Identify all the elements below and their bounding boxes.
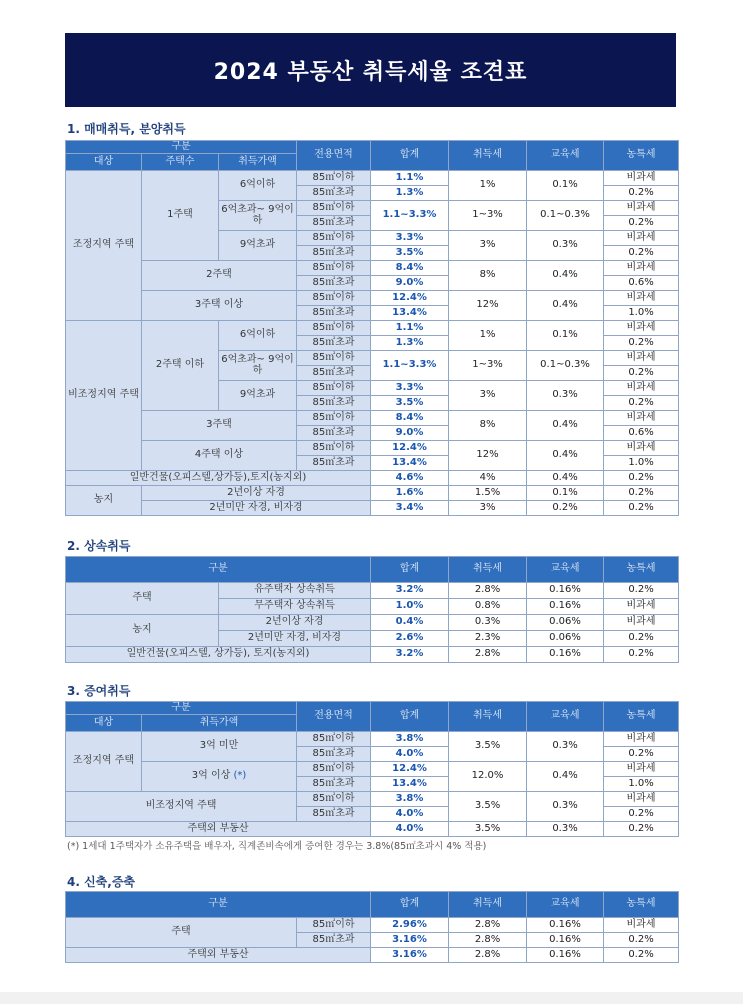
area-label: 85㎡초과 — [297, 216, 371, 231]
header-house-count: 주택수 — [142, 154, 219, 171]
rural-rate: 0.2% — [604, 933, 679, 948]
page-title: 2024 부동산 취득세율 조견표 — [65, 33, 676, 107]
new-build-table — [65, 891, 679, 963]
total-rate: 2.96% — [371, 918, 449, 933]
total-rate: 0.4% — [371, 615, 449, 631]
rural-rate: 0.2% — [604, 583, 679, 599]
header-price: 취득가액 — [142, 715, 297, 732]
rural-rate: 0.2% — [604, 747, 679, 762]
header-gubun: 구분 — [66, 702, 297, 715]
edu-rate: 0.3% — [527, 822, 604, 837]
area-label: 85㎡이하 — [297, 351, 371, 366]
rural-rate: 비과세 — [604, 441, 679, 456]
price-under-3: 3억 미만 — [142, 732, 297, 762]
header-area: 전용면적 — [297, 141, 371, 171]
header-education-tax: 교육세 — [527, 141, 604, 171]
acq-rate: 3.5% — [449, 822, 527, 837]
area-label: 85㎡초과 — [297, 777, 371, 792]
house-4-plus: 4주택 이상 — [142, 441, 297, 471]
rural-rate: 1.0% — [604, 777, 679, 792]
header-rural-tax: 농특세 — [604, 141, 679, 171]
area-label: 85㎡초과 — [297, 747, 371, 762]
header-acquisition-tax: 취득세 — [449, 141, 527, 171]
acq-rate: 1~3% — [449, 351, 527, 381]
rural-rate: 0.2% — [604, 807, 679, 822]
edu-rate: 0.4% — [527, 471, 604, 486]
section-1-title: 1. 매매취득, 분양취득 — [67, 122, 186, 136]
price-9: 9억초과 — [219, 381, 297, 411]
house-3: 3주택 — [142, 411, 297, 441]
header-rural-tax: 농특세 — [604, 557, 679, 583]
sub-label: 무주택자 상속취득 — [219, 599, 371, 615]
rural-rate: 0.2% — [604, 647, 679, 663]
total-rate: 12.4% — [371, 291, 449, 306]
acq-rate: 12.0% — [449, 762, 527, 792]
target-regulated: 조정지역 주택 — [66, 732, 142, 792]
rural-rate: 비과세 — [604, 411, 679, 426]
acq-rate: 12% — [449, 291, 527, 321]
edu-rate: 0.16% — [527, 918, 604, 933]
acq-rate: 3.5% — [449, 732, 527, 762]
price-over-3-label: 3억 이상 — [191, 770, 234, 782]
acq-rate: 1% — [449, 321, 527, 351]
area-label: 85㎡이하 — [297, 261, 371, 276]
edu-rate: 0.4% — [527, 291, 604, 321]
rural-rate: 비과세 — [604, 201, 679, 216]
total-rate: 4.6% — [371, 471, 449, 486]
rural-rate: 0.2% — [604, 366, 679, 381]
total-rate: 4.0% — [371, 822, 449, 837]
total-rate: 3.16% — [371, 933, 449, 948]
edu-rate: 0.06% — [527, 615, 604, 631]
header-education-tax: 교육세 — [527, 892, 604, 918]
edu-rate: 0.1% — [527, 486, 604, 501]
rural-rate: 비과세 — [604, 615, 679, 631]
acq-rate: 3.5% — [449, 792, 527, 822]
edu-rate: 0.16% — [527, 948, 604, 963]
rural-rate: 0.2% — [604, 822, 679, 837]
rural-rate: 0.2% — [604, 471, 679, 486]
edu-rate: 0.06% — [527, 631, 604, 647]
general-building: 일반건물(오피스텔, 상가등), 토지(농지외) — [66, 647, 371, 663]
rural-rate: 비과세 — [604, 261, 679, 276]
total-rate: 3.16% — [371, 948, 449, 963]
rural-rate: 비과세 — [604, 231, 679, 246]
rural-rate: 1.0% — [604, 456, 679, 471]
acq-rate: 2.8% — [449, 647, 527, 663]
acq-rate: 4% — [449, 471, 527, 486]
edu-rate: 0.16% — [527, 599, 604, 615]
acq-rate: 3% — [449, 231, 527, 261]
non-house-property: 주택외 부동산 — [66, 948, 371, 963]
acq-rate: 1% — [449, 171, 527, 201]
acq-rate: 3% — [449, 381, 527, 411]
target-nonregulated: 비조정지역 주택 — [66, 792, 297, 822]
edu-rate: 0.1% — [527, 171, 604, 201]
total-rate: 1.6% — [371, 486, 449, 501]
total-rate: 3.3% — [371, 381, 449, 396]
edu-rate: 0.3% — [527, 381, 604, 411]
bottom-bar — [0, 992, 743, 1004]
total-rate: 1.1~3.3% — [371, 201, 449, 231]
total-rate: 13.4% — [371, 777, 449, 792]
rural-rate: 0.2% — [604, 486, 679, 501]
total-rate: 1.3% — [371, 336, 449, 351]
edu-rate: 0.16% — [527, 583, 604, 599]
rural-rate: 0.2% — [604, 501, 679, 516]
total-rate: 3.5% — [371, 396, 449, 411]
price-9: 9억초과 — [219, 231, 297, 261]
rural-rate: 0.2% — [604, 246, 679, 261]
area-label: 85㎡이하 — [297, 732, 371, 747]
header-acquisition-tax: 취득세 — [449, 557, 527, 583]
acq-rate: 0.8% — [449, 599, 527, 615]
header-acquisition-tax: 취득세 — [449, 702, 527, 732]
acq-rate: 2.8% — [449, 933, 527, 948]
purchase-table — [65, 140, 679, 516]
edu-rate: 0.16% — [527, 647, 604, 663]
total-rate: 13.4% — [371, 456, 449, 471]
header-target: 대상 — [66, 154, 142, 171]
non-house-property: 주택외 부동산 — [66, 822, 371, 837]
area-label: 85㎡초과 — [297, 456, 371, 471]
total-rate: 13.4% — [371, 306, 449, 321]
area-label: 85㎡이하 — [297, 411, 371, 426]
area-label: 85㎡이하 — [297, 381, 371, 396]
edu-rate: 0.3% — [527, 792, 604, 822]
acq-rate: 2.3% — [449, 631, 527, 647]
target-regulated: 조정지역 주택 — [66, 171, 142, 321]
acq-rate: 8% — [449, 261, 527, 291]
header-acquisition-tax: 취득세 — [449, 892, 527, 918]
total-rate: 1.3% — [371, 186, 449, 201]
area-label: 85㎡초과 — [297, 336, 371, 351]
total-rate: 1.0% — [371, 599, 449, 615]
gift-footnote: (*) 1세대 1주택자가 소유주택을 배우자, 직계존비속에게 증여한 경우는 3.8%(85㎡초과시 4% 적용) — [67, 841, 487, 852]
area-label: 85㎡이하 — [297, 792, 371, 807]
farm-under-2y: 2년미만 자경, 비자경 — [142, 501, 371, 516]
rural-rate: 비과세 — [604, 762, 679, 777]
section-3-title: 3. 증여취득 — [67, 684, 131, 698]
house-2: 2주택 — [142, 261, 297, 291]
area-label: 85㎡초과 — [297, 366, 371, 381]
header-rural-tax: 농특세 — [604, 702, 679, 732]
sub-label: 2년미만 자경, 비자경 — [219, 631, 371, 647]
total-rate: 3.4% — [371, 501, 449, 516]
house-2-below: 2주택 이하 — [142, 321, 219, 411]
target-nonregulated: 비조정지역 주택 — [66, 321, 142, 471]
price-6-9: 6억초과~ 9억이하 — [219, 201, 297, 231]
general-building: 일반건물(오피스텔,상가등),토지(농지외) — [66, 471, 371, 486]
section-2-title: 2. 상속취득 — [67, 539, 131, 553]
edu-rate: 0.3% — [527, 231, 604, 261]
edu-rate: 0.4% — [527, 411, 604, 441]
total-rate: 12.4% — [371, 762, 449, 777]
rural-rate: 비과세 — [604, 381, 679, 396]
area-label: 85㎡초과 — [297, 186, 371, 201]
house-1: 1주택 — [142, 171, 219, 261]
sub-label: 유주택자 상속취득 — [219, 583, 371, 599]
rural-rate: 0.2% — [604, 186, 679, 201]
area-label: 85㎡이하 — [297, 171, 371, 186]
acq-rate: 3% — [449, 501, 527, 516]
header-total: 합계 — [371, 702, 449, 732]
area-label: 85㎡초과 — [297, 426, 371, 441]
total-rate: 3.2% — [371, 647, 449, 663]
rural-rate: 0.2% — [604, 948, 679, 963]
total-rate: 4.0% — [371, 747, 449, 762]
total-rate: 3.2% — [371, 583, 449, 599]
price-6: 6억이하 — [219, 321, 297, 351]
area-label: 85㎡이하 — [297, 201, 371, 216]
total-rate: 1.1~3.3% — [371, 351, 449, 381]
rural-rate: 비과세 — [604, 321, 679, 336]
rural-rate: 비과세 — [604, 918, 679, 933]
sub-label: 2년이상 자경 — [219, 615, 371, 631]
acq-rate: 2.8% — [449, 948, 527, 963]
edu-rate: 0.2% — [527, 501, 604, 516]
header-rural-tax: 농특세 — [604, 892, 679, 918]
header-gubun: 구분 — [66, 557, 371, 583]
acq-rate: 1~3% — [449, 201, 527, 231]
total-rate: 8.4% — [371, 411, 449, 426]
rural-rate: 비과세 — [604, 792, 679, 807]
total-rate: 1.1% — [371, 171, 449, 186]
total-rate: 2.6% — [371, 631, 449, 647]
rural-rate: 0.6% — [604, 276, 679, 291]
header-total: 합계 — [371, 892, 449, 918]
area-label: 85㎡초과 — [297, 246, 371, 261]
total-rate: 9.0% — [371, 426, 449, 441]
rural-rate: 비과세 — [604, 351, 679, 366]
header-gubun: 구분 — [66, 892, 371, 918]
area-label: 85㎡초과 — [297, 807, 371, 822]
total-rate: 3.3% — [371, 231, 449, 246]
header-target: 대상 — [66, 715, 142, 732]
total-rate: 3.5% — [371, 246, 449, 261]
header-education-tax: 교육세 — [527, 702, 604, 732]
acq-rate: 2.8% — [449, 918, 527, 933]
area-label: 85㎡초과 — [297, 276, 371, 291]
inheritance-table — [65, 556, 679, 663]
edu-rate: 0.16% — [527, 933, 604, 948]
edu-rate: 0.3% — [527, 732, 604, 762]
area-label: 85㎡이하 — [297, 321, 371, 336]
area-label: 85㎡이하 — [297, 441, 371, 456]
total-rate: 9.0% — [371, 276, 449, 291]
total-rate: 8.4% — [371, 261, 449, 276]
area-label: 85㎡이하 — [297, 762, 371, 777]
farmland: 농지 — [66, 615, 219, 647]
header-education-tax: 교육세 — [527, 557, 604, 583]
acq-rate: 8% — [449, 411, 527, 441]
price-over-3 — [142, 762, 297, 792]
house: 주택 — [66, 918, 297, 948]
area-label: 85㎡초과 — [297, 396, 371, 411]
rural-rate: 비과세 — [604, 732, 679, 747]
edu-rate: 0.1~0.3% — [527, 201, 604, 231]
house-3-plus: 3주택 이상 — [142, 291, 297, 321]
price-6: 6억이하 — [219, 171, 297, 201]
area-label: 85㎡초과 — [297, 933, 371, 948]
area-label: 85㎡이하 — [297, 291, 371, 306]
edu-rate: 0.1% — [527, 321, 604, 351]
area-label: 85㎡초과 — [297, 306, 371, 321]
farmland: 농지 — [66, 486, 142, 516]
header-total: 합계 — [371, 141, 449, 171]
section-4-title: 4. 신축,증축 — [67, 875, 136, 889]
acq-rate: 0.3% — [449, 615, 527, 631]
header-gubun: 구분 — [66, 141, 297, 154]
edu-rate: 0.4% — [527, 441, 604, 471]
edu-rate: 0.1~0.3% — [527, 351, 604, 381]
rural-rate: 0.2% — [604, 336, 679, 351]
acq-rate: 1.5% — [449, 486, 527, 501]
rural-rate: 0.2% — [604, 631, 679, 647]
acq-rate: 12% — [449, 441, 527, 471]
rural-rate: 비과세 — [604, 291, 679, 306]
edu-rate: 0.4% — [527, 261, 604, 291]
edu-rate: 0.4% — [527, 762, 604, 792]
total-rate: 3.8% — [371, 792, 449, 807]
total-rate: 3.8% — [371, 732, 449, 747]
acq-rate: 2.8% — [449, 583, 527, 599]
rural-rate: 비과세 — [604, 599, 679, 615]
header-price: 취득가액 — [219, 154, 297, 171]
rural-rate: 0.2% — [604, 216, 679, 231]
rural-rate: 1.0% — [604, 306, 679, 321]
total-rate: 12.4% — [371, 441, 449, 456]
farm-self-2y: 2년이상 자경 — [142, 486, 371, 501]
area-label: 85㎡이하 — [297, 918, 371, 933]
header-total: 합계 — [371, 557, 449, 583]
header-area: 전용면적 — [297, 702, 371, 732]
total-rate: 1.1% — [371, 321, 449, 336]
rural-rate: 비과세 — [604, 171, 679, 186]
gift-table — [65, 701, 679, 837]
price-6-9: 6억초과~ 9억이하 — [219, 351, 297, 381]
rural-rate: 0.2% — [604, 396, 679, 411]
house: 주택 — [66, 583, 219, 615]
total-rate: 4.0% — [371, 807, 449, 822]
area-label: 85㎡이하 — [297, 231, 371, 246]
rural-rate: 0.6% — [604, 426, 679, 441]
footnote-marker: (*) — [233, 770, 247, 782]
